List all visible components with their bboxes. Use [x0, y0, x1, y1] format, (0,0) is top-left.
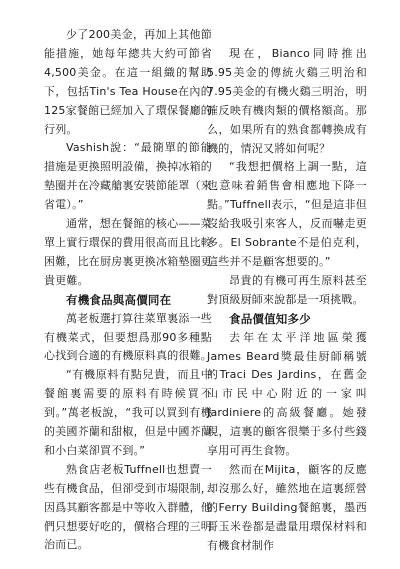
- paragraph: 昂貴的有機可再生原料甚至對頂級厨師來說都是一項挑戰。: [207, 273, 367, 306]
- paragraph: Vashish說：“最簡單的節能措施是更換照明設備，換掉冰箱的墊圈并在冷藏艙裏安裝節能罩（來省電）。”: [44, 141, 212, 212]
- section-heading: 有機食品與高價同在: [66, 292, 172, 307]
- right-column: [207, 45, 367, 555]
- paragraph: “我想把價格上調一點，這也意味着銷售會相應地下降一點。”Tuffnell表示，“但是這非但沒給我吸引來客人，反而嚇走更多。El Sobrante不是伯克利，這些并不是顧客想要的。”: [207, 160, 367, 268]
- paragraph: 去年在太平洋地區榮獲James Beard獎最佳厨師稱號的Traci Des Jardins，在舊金山市民中心附近的一家叫Jardiniere的高級餐廳。她發現，這裏的顧客很樂于多付些錢享用可再生食物。: [207, 330, 367, 458]
- paragraph: 少了200美金，再加上其他節能措施，她每年總共大約可節省4,500美金。在這一組織的幫助下，包括Tin's Tea House在內的125家餐館已經加入了環保餐廳的行列。: [44, 28, 212, 136]
- paragraph: 現在，Bianco同時推出5.95美金的傳統火鷄三明治和7.95美金的有機火鷄三明治，明確反映有機肉類的價格額高。那么，如果所有的熟食都轉換成有機的，情況又將如何呢？: [207, 47, 367, 155]
- left-column: [44, 26, 212, 555]
- paragraph: 萬老板選打算往菜單裏添一些有機菜式，但要想爲那90多種點心找到合適的有機原料真的很難。: [44, 311, 212, 363]
- paragraph: “有機原料有點兒貴，而且中餐館裏需要的原料有時候買不到。”萬老板說，“我可以買到有機的美國芥蘭和甜椒，但是中國芥蘭和小白菜卻買不到。”: [44, 368, 212, 457]
- paragraph: 然而在Mijita，顧客的反應却沒那么好，雖然地在這裏經營的Ferry Building餐館裏，墨西哥玉米卷都是盡量用環保材料和有機食材制作: [207, 462, 367, 552]
- paragraph: 通常，想在餐館的核心——菜單上實行環保的費用很高而且比較困難，比在厨房裏更換冰箱墊圈更貴更難。: [44, 217, 212, 287]
- paragraph: 熟食店老板Tuffnell也想賣一些有機食品，但卻受到市場限制，因爲其顧客都是中等收入群體，他們只想要好吃的，價格合理的三明治而已。: [44, 462, 212, 552]
- section-heading: 食品價值知多少: [229, 311, 311, 326]
